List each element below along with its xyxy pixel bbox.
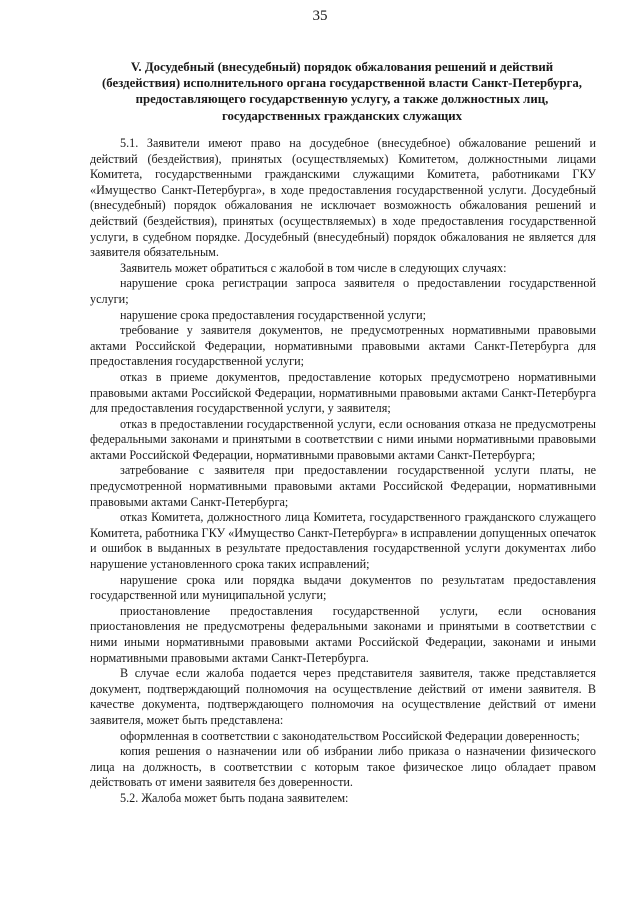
- paragraph-complaint-cases-intro: Заявитель может обратиться с жалобой в том числе в следующих случаях:: [120, 260, 507, 275]
- list-item: отказ в предоставлении государственной услуги, если основания отказа не предусмотрены федеральными законами и принятыми в соответствии с ними иными нормативными правовыми актами Российской Федерации, нормативными правовыми актами Санкт-Петербурга;: [90, 416, 596, 462]
- section-body: [90, 136, 596, 807]
- list-item: отказ в приеме документов, предоставление которых предусмотрено нормативными правовыми актами Российской Федерации, нормативными правовыми актами Санкт-Петербурга для предоставления государственной услуги, у заявителя;: [90, 369, 596, 416]
- list-item: оформленная в соответствии с законодательством Российской Федерации доверенность;: [120, 728, 580, 743]
- paragraph-5-1: 5.1. Заявители имеют право на досудебное (внесудебное) обжалование решений и действий (бездействия), принятых (осуществляемых) Комитетом, должностными лицами Комитета, государственными гражданскими служащими Комитета, работниками ГКУ «Имущество Санкт-Петербурга», в ходе предоставления государственной услуги. Досудебный (внесудебный) порядок обжалования не исключает возможность обжалования решений и действий (бездействия), принятых (осуществляемых) в ходе предоставления государственной услуги, в судебном порядке. Досудебный (внесудебный) порядок обжалования не является для заявителя обязательным.: [90, 136, 596, 260]
- list-item: отказ Комитета, должностного лица Комитета, государственного гражданского служащего Комитета, работника ГКУ «Имущество Санкт-Петербурга» в исправлении допущенных опечаток и ошибок в выданных в результате предоставления государственной услуги документах либо нарушение установленного срока таких исправлений;: [90, 510, 596, 572]
- paragraph-representative: В случае если жалоба подается через представителя заявителя, также представляется документ, подтверждающий полномочия на осуществление действий от имени заявителя. В качестве документа, подтверждающего полномочия на осуществление действий от имени заявителя, может быть представлена:: [90, 666, 596, 727]
- page-number: 35: [312, 8, 328, 24]
- list-item: требование у заявителя документов, не предусмотренных нормативными правовыми актами Российской Федерации, нормативными правовыми актами Санкт-Петербурга для предоставления государственной услуги;: [90, 323, 596, 369]
- section-title: V. Досудебный (внесудебный) порядок обжалования решений и действий (бездействия) исполнительного органа государственной власти Санкт-Петербурга, предоставляющего государственную услугу, а также должностных лиц, государственных гражданских служащих: [102, 60, 582, 123]
- list-item: копия решения о назначении или об избрании либо приказа о назначении физического лица на должность, в соответствии с которым такое физическое лицо обладает правом действовать от имени заявителя без доверенности.: [90, 744, 596, 790]
- list-item: нарушение срока предоставления государственной услуги;: [120, 307, 427, 322]
- list-item: нарушение срока регистрации запроса заявителя о предоставлении государственной услуги;: [90, 276, 596, 306]
- paragraph-5-2: 5.2. Жалоба может быть подана заявителем:: [120, 790, 349, 805]
- list-item: нарушение срока или порядка выдачи документов по результатам предоставления государственной или муниципальной услуги;: [90, 572, 596, 603]
- list-item: затребование с заявителя при предоставлении государственной услуги платы, не предусмотренной нормативными правовыми актами Российской Федерации, нормативными правовыми актами Санкт-Петербурга;: [90, 463, 596, 509]
- list-item: приостановление предоставления государственной услуги, если основания приостановления не предусмотрены федеральными законами и принятыми в соответствии с ними иными нормативными правовыми актами Российской Федерации, законами и иными нормативными правовыми актами Санкт-Петербурга.: [90, 603, 596, 665]
